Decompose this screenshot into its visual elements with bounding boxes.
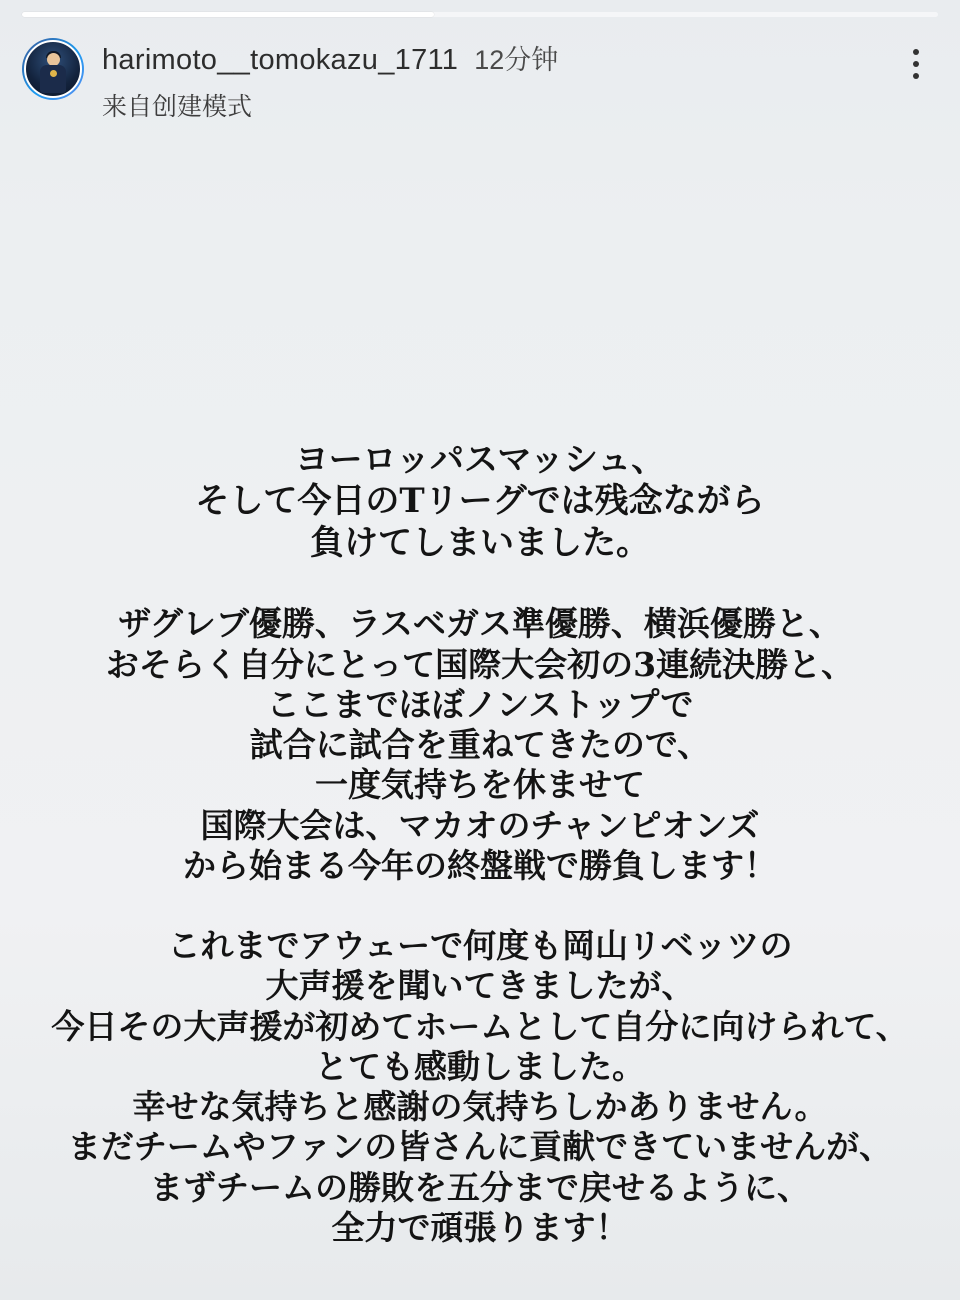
more-options-dot: [913, 73, 919, 79]
story-text-line: まだチームやファンの皆さんに貢献できていませんが、: [67, 1127, 893, 1167]
story-text-line: まずチームの勝敗を五分まで戻せるように、: [150, 1167, 810, 1207]
story-text-line: ヨーロッパスマッシュ、: [294, 440, 666, 480]
story-text-line: 国際大会は、マカオのチャンピオンズ: [200, 805, 760, 845]
story-paragraph: [40, 604, 920, 886]
story-text-line: から始まる今年の終盤戦で勝負します！: [183, 845, 777, 885]
story-progress-bar: [22, 12, 938, 17]
timestamp-label: 12分钟: [474, 45, 559, 75]
story-text-line: 一度気持ちを休ませて: [315, 765, 645, 805]
more-options-icon[interactable]: [894, 32, 938, 88]
more-options-dot: [913, 61, 919, 67]
story-paragraph: [40, 926, 920, 1248]
story-text-line: そして今日のTリーグでは残念ながら: [195, 481, 765, 522]
story-text-line: ここまでほぼノンストップで: [266, 684, 694, 724]
more-options-dot: [913, 49, 919, 55]
story-text-line: 今日その大声援が初めてホームとして自分に向けられて、: [51, 1006, 909, 1046]
story-text-line: おそらく自分にとって国際大会初の3連続決勝と、: [105, 644, 855, 684]
story-text-line: とても感動しました。: [315, 1046, 645, 1086]
story-paragraph: [40, 440, 920, 564]
story-text-line: 負けてしまいました。: [310, 522, 650, 563]
story-text-line: これまでアウェーで何度も岡山リベッツの: [167, 926, 793, 966]
avatar[interactable]: [22, 38, 84, 100]
story-header-line: [102, 38, 894, 77]
story-header-text: [102, 32, 894, 123]
story-text-body: [40, 440, 920, 1248]
avatar-head-shape: [47, 53, 60, 66]
avatar-image: [24, 40, 82, 98]
avatar-medal-shape: [50, 70, 57, 77]
story-text-line: 大声援を聞いてきましたが、: [265, 966, 695, 1006]
story-text-line: 全力で頑張ります！: [331, 1207, 629, 1247]
username-label[interactable]: harimoto__tomokazu_1711: [102, 44, 459, 76]
story-text-line: ザグレブ優勝、ラスベガス準優勝、横浜優勝と、: [118, 604, 842, 644]
story-text-line: 幸せな気持ちと感謝の気持ちしかありません。: [132, 1087, 828, 1127]
story-subcaption: 来自创建模式: [102, 93, 253, 121]
story-progress-fill: [22, 12, 434, 17]
story-text-line: 試合に試合を重ねてきたので、: [249, 725, 711, 765]
story-header: [22, 32, 938, 122]
